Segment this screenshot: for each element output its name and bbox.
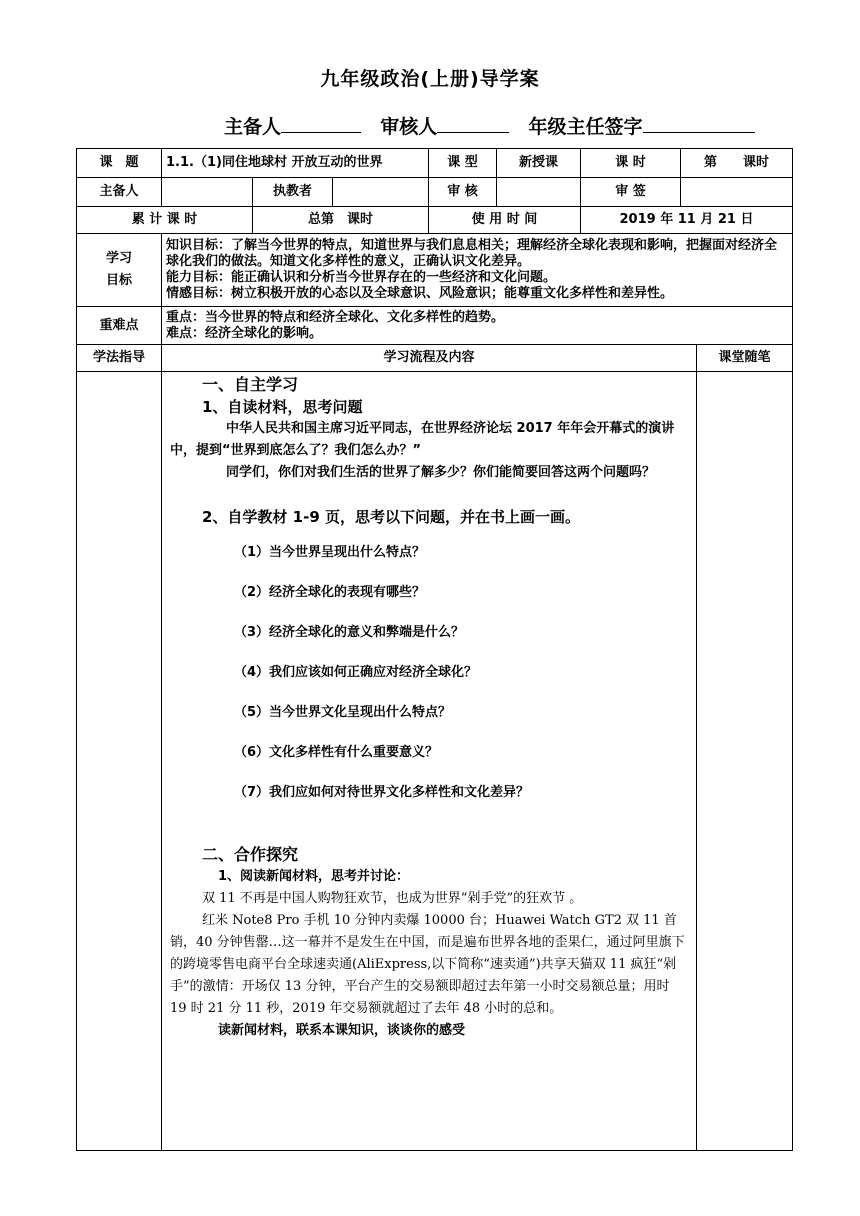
review-value[interactable] <box>497 178 581 207</box>
news-headline: 双 11 不再是中国人购物狂欢节，也成为世界“剁手党”的狂欢节 。 <box>202 891 583 906</box>
page-title: 九年级政治(上册)导学案 <box>320 68 540 90</box>
goals-label-line1: 学习 <box>105 251 132 266</box>
sub-textbook: 2、自学教材 1-9 页，思考以下问题，并在书上画一画。 <box>202 508 580 526</box>
preparer-cell-label: 主备人 <box>77 178 162 207</box>
paragraph-xi: 中华人民共和国主席习近平同志，在世界经济论坛 2017 年年会开幕式的演讲中，提到“世界到底怎么了？我们怎么办？” <box>170 421 675 458</box>
question-item: （3）经济全球化的意义和弊端是什么？ <box>234 625 465 640</box>
director-blank[interactable] <box>643 112 755 133</box>
cumulative-label: 累 计 课 时 <box>77 207 253 234</box>
reviewer-blank[interactable] <box>437 112 509 133</box>
notes-column[interactable] <box>697 372 793 1151</box>
teacher-value[interactable] <box>333 178 429 207</box>
question-item: （1）当今世界呈现出什么特点？ <box>234 545 426 560</box>
process-header: 学习流程及内容 <box>162 345 697 372</box>
table-row <box>77 372 793 1151</box>
question-item: （5）当今世界文化呈现出什么特点？ <box>234 705 452 720</box>
preparer-blank[interactable] <box>281 112 361 133</box>
date-value: 2019 年 11 月 21 日 <box>581 207 793 234</box>
review-label: 审 核 <box>429 178 497 207</box>
question-item: （2）经济全球化的表现有哪些？ <box>234 585 426 600</box>
table-row <box>77 345 793 372</box>
total-label: 总第 课时 <box>253 207 429 234</box>
method-column <box>77 372 162 1151</box>
lesson-value: 1.1.（1)同住地球村 开放互动的世界 <box>162 149 429 178</box>
goals-content <box>162 234 793 307</box>
question-item: （6）文化多样性有什么重要意义？ <box>234 745 439 760</box>
sub-reading: 1、自读材料，思考问题 <box>202 398 363 416</box>
table-row <box>77 234 793 307</box>
emotion-goal: 情感目标：树立积极开放的心态以及全球意识、风险意识；能尊重文化多样性和差异性。 <box>166 286 674 301</box>
key-points-content <box>162 307 793 345</box>
paragraph-question: 同学们，你们对我们生活的世界了解多少？你们能简要回答这两个问题吗？ <box>226 465 656 480</box>
question-item: （7）我们应如何对待世界文化多样性和文化差异？ <box>234 785 530 800</box>
signature-line <box>224 112 755 139</box>
type-label: 课 型 <box>429 149 497 178</box>
process-content <box>162 372 697 1151</box>
period-value: 第 课时 <box>681 149 793 178</box>
goals-label <box>77 234 162 307</box>
table-row <box>77 178 793 207</box>
method-header: 学法指导 <box>77 345 162 372</box>
reviewer-label: 审核人 <box>380 116 438 138</box>
preparer-label: 主备人 <box>224 116 282 138</box>
lesson-table <box>76 148 793 1151</box>
question-item: （4）我们应该如何正确应对经济全球化？ <box>234 665 478 680</box>
ability-goal: 能力目标：能正确认识和分析当今世界存在的一些经济和文化问题。 <box>166 270 557 285</box>
section-cooperative: 二、合作探究 <box>202 845 299 864</box>
table-row <box>77 149 793 178</box>
key-points-label: 重难点 <box>77 307 162 345</box>
table-row <box>77 207 793 234</box>
preparer-cell-value[interactable] <box>162 178 253 207</box>
news-body: 红米 Note8 Pro 手机 10 分钟内卖爆 10000 台；Huawei Watch GT2 双 11 首销，40 分钟售罄…这一幕并不是发生在中国，而是遍布世界各地的歪果仁，通过阿里旗下的跨境零售电商平台全球速卖通(AliExpress,以下简称“速卖通”)共享天猫双 11 疯狂“剁手”的激情：开场仅 13 分钟，平台产生的交易额即超过去年第一小时交易额总量；用时 19 时 21 分 11 秒，2019 年交易额就超过了去年 48 小时的总和。 <box>170 913 685 1016</box>
sub-news: 1、阅读新闻材料，思考并讨论： <box>218 869 410 884</box>
table-row <box>77 307 793 345</box>
period-label: 课 时 <box>581 149 681 178</box>
approve-value[interactable] <box>681 178 793 207</box>
goals-label-line2: 目标 <box>105 273 132 288</box>
director-label: 年级主任签字 <box>528 116 643 138</box>
teacher-label: 执教者 <box>253 178 333 207</box>
knowledge-goal: 知识目标：了解当今世界的特点，知道世界与我们息息相关；理解经济全球化表现和影响，把握面对经济全球化我们的做法。知道文化多样性的意义，正确认识文化差异。 <box>166 238 778 269</box>
lesson-label: 课 题 <box>77 149 162 178</box>
date-label: 使 用 时 间 <box>429 207 581 234</box>
difficulty-point: 难点：经济全球化的影响。 <box>166 325 323 341</box>
news-task: 读新闻材料，联系本课知识，谈谈你的感受 <box>218 1023 466 1038</box>
type-value: 新授课 <box>497 149 581 178</box>
section-self-study: 一、自主学习 <box>202 375 299 394</box>
notes-header: 课堂随笔 <box>697 345 793 372</box>
focus-point: 重点：当今世界的特点和经济全球化、文化多样性的趋势。 <box>166 309 505 325</box>
approve-label: 审 签 <box>581 178 681 207</box>
